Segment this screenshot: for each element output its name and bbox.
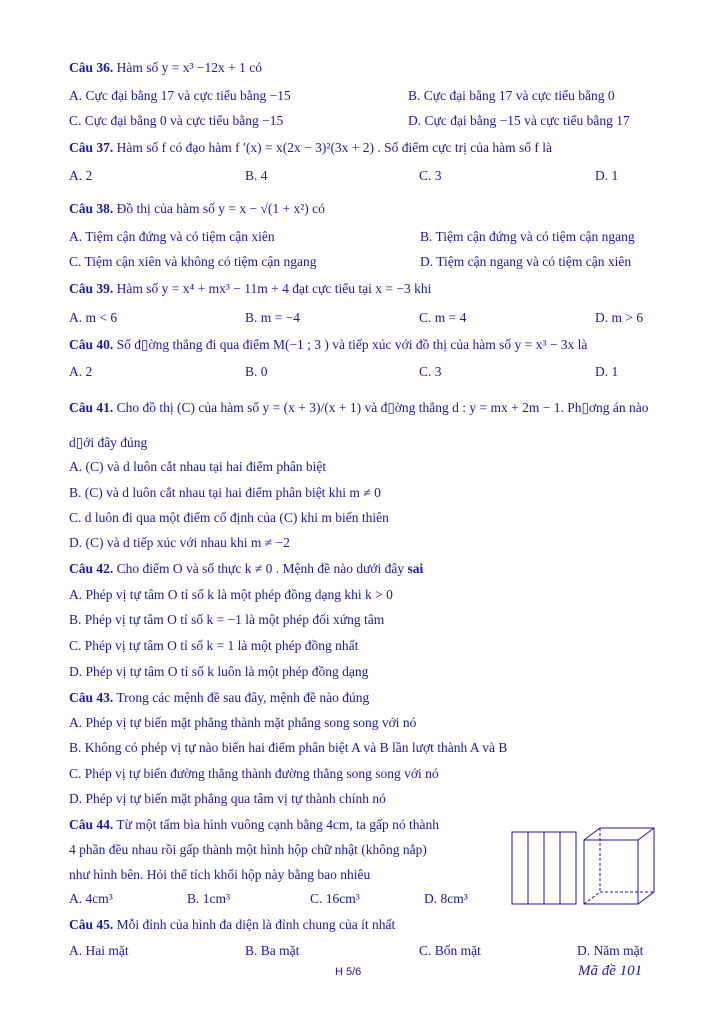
exam-code: Mã đề 101 [578, 963, 643, 979]
question-41-cont: d▯ới đây đúng [69, 435, 148, 450]
question-42: Câu 42. Cho điểm O và số thực k ≠ 0 . Mệnh đề nào dưới đây sai [69, 561, 424, 576]
option-38c: C. Tiệm cận xiên và không có tiệm cận ngang [69, 254, 317, 269]
option-43b: B. Không có phép vị tự nào biến hai điểm phân biệt A và B lần lượt thành A và B [69, 740, 508, 755]
option-39a: A. m < 6 [69, 310, 118, 325]
option-42a: A. Phép vị tự tâm O tỉ số k là một phép đồng dạng khi k > 0 [69, 587, 393, 602]
question-44-cont2: như hình bên. Hỏi thể tích khối hộp này bằng bao nhiêu [69, 867, 371, 882]
question-36: Câu 36. Hàm số y = x³ −12x + 1 có [69, 60, 263, 75]
question-40: Câu 40. Số đ▯ờng thẳng đi qua điểm M(−1 ; 3 ) và tiếp xúc với đồ thị của hàm số y = x³ − 3x là [69, 337, 588, 352]
option-45a: A. Hai mặt [69, 943, 129, 958]
option-38a: A. Tiệm cận đứng và có tiệm cận xiên [69, 229, 275, 244]
page-number: H 5/6 [335, 966, 362, 978]
box-back-edges [584, 828, 654, 904]
box-hidden-edge-1 [584, 892, 600, 904]
option-44d: D. 8cm³ [424, 891, 468, 906]
option-42d: D. Phép vị tự tâm O tỉ số k luôn là một phép đồng dạng [69, 664, 369, 679]
option-37c: C. 3 [419, 168, 442, 183]
option-43c: C. Phép vị tự biến đường thẳng thành đường thẳng song song với nó [69, 766, 439, 781]
option-43d: D. Phép vị tự biến mặt phẳng qua tâm vị tự thành chính nó [69, 791, 386, 806]
option-45d: D. Năm mặt [577, 943, 644, 958]
option-44b: B. 1cm³ [187, 891, 231, 906]
box-front [584, 840, 638, 904]
option-38b: B. Tiệm cận đứng và có tiệm cận ngang [420, 229, 635, 244]
option-45c: C. Bốn mặt [419, 943, 481, 958]
option-41c: C. d luôn đi qua một điểm cố định của (C) khi m biến thiên [69, 510, 389, 525]
option-41a: A. (C) và d luôn cắt nhau tại hai điểm phân biệt [69, 459, 327, 474]
question-44-cont: 4 phần đều nhau rồi gấp thành một hình hộp chữ nhật (không nắp) [69, 842, 427, 857]
option-38d: D. Tiệm cận ngang và có tiệm cận xiên [420, 254, 632, 269]
option-44c: C. 16cm³ [310, 891, 360, 906]
option-37a: A. 2 [69, 168, 93, 183]
option-40b: B. 0 [245, 364, 268, 379]
option-39c: C. m = 4 [419, 310, 467, 325]
option-44a: A. 4cm³ [69, 891, 113, 906]
option-43a: A. Phép vị tự biến mặt phẳng thành mặt phẳng song song với nó [69, 715, 417, 730]
box-top-edge [638, 828, 654, 840]
option-40d: D. 1 [595, 364, 619, 379]
question-43: Câu 43. Trong các mệnh đề sau đây, mệnh đề nào đúng [69, 690, 370, 705]
option-42b: B. Phép vị tự tâm O tỉ số k = −1 là một phép đối xứng tâm [69, 612, 385, 627]
question-37: Câu 37. Hàm số f có đạo hàm f ′(x) = x(2x − 3)²(3x + 2) . Số điểm cực trị của hàm số f là [69, 140, 552, 155]
option-36b: B. Cực đại bằng 17 và cực tiểu bằng 0 [408, 88, 615, 103]
question-39: Câu 39. Hàm số y = x⁴ + mx³ − 11m + 4 đạt cực tiểu tại x = −3 khi [69, 281, 432, 296]
option-36a: A. Cực đại bằng 17 và cực tiểu bằng −15 [69, 88, 291, 103]
option-37b: B. 4 [245, 168, 268, 183]
option-40c: C. 3 [419, 364, 442, 379]
option-36c: C. Cực đại bằng 0 và cực tiểu bằng −15 [69, 113, 284, 128]
option-39d: D. m > 6 [595, 310, 644, 325]
question-44: Câu 44. Từ một tấm bìa hình vuông cạnh bằng 4cm, ta gấp nó thành [69, 817, 440, 832]
option-41b: B. (C) và d luôn cắt nhau tại hai điểm phân biệt khi m ≠ 0 [69, 485, 381, 500]
option-39b: B. m = −4 [245, 310, 300, 325]
question-45: Câu 45. Mỗi đỉnh của hình đa diện là đỉnh chung của ít nhất [69, 917, 396, 932]
question-41: Câu 41. Cho đồ thị (C) của hàm số y = (x + 3)/(x + 1) và đ▯ờng thẳng d : y = mx + 2m − 1. Ph▯ơng án nào [69, 400, 649, 415]
question-38: Câu 38. Đồ thị của hàm số y = x − √(1 + x²) có [69, 201, 325, 216]
option-40a: A. 2 [69, 364, 93, 379]
folding-box-figure [508, 826, 668, 908]
option-45b: B. Ba mặt [245, 943, 300, 958]
option-41d: D. (C) và d tiếp xúc với nhau khi m ≠ −2 [69, 535, 290, 550]
option-42c: C. Phép vị tự tâm O tỉ số k = 1 là một phép đồng nhất [69, 638, 359, 653]
option-36d: D. Cực đại bằng −15 và cực tiểu bằng 17 [408, 113, 630, 128]
option-37d: D. 1 [595, 168, 619, 183]
